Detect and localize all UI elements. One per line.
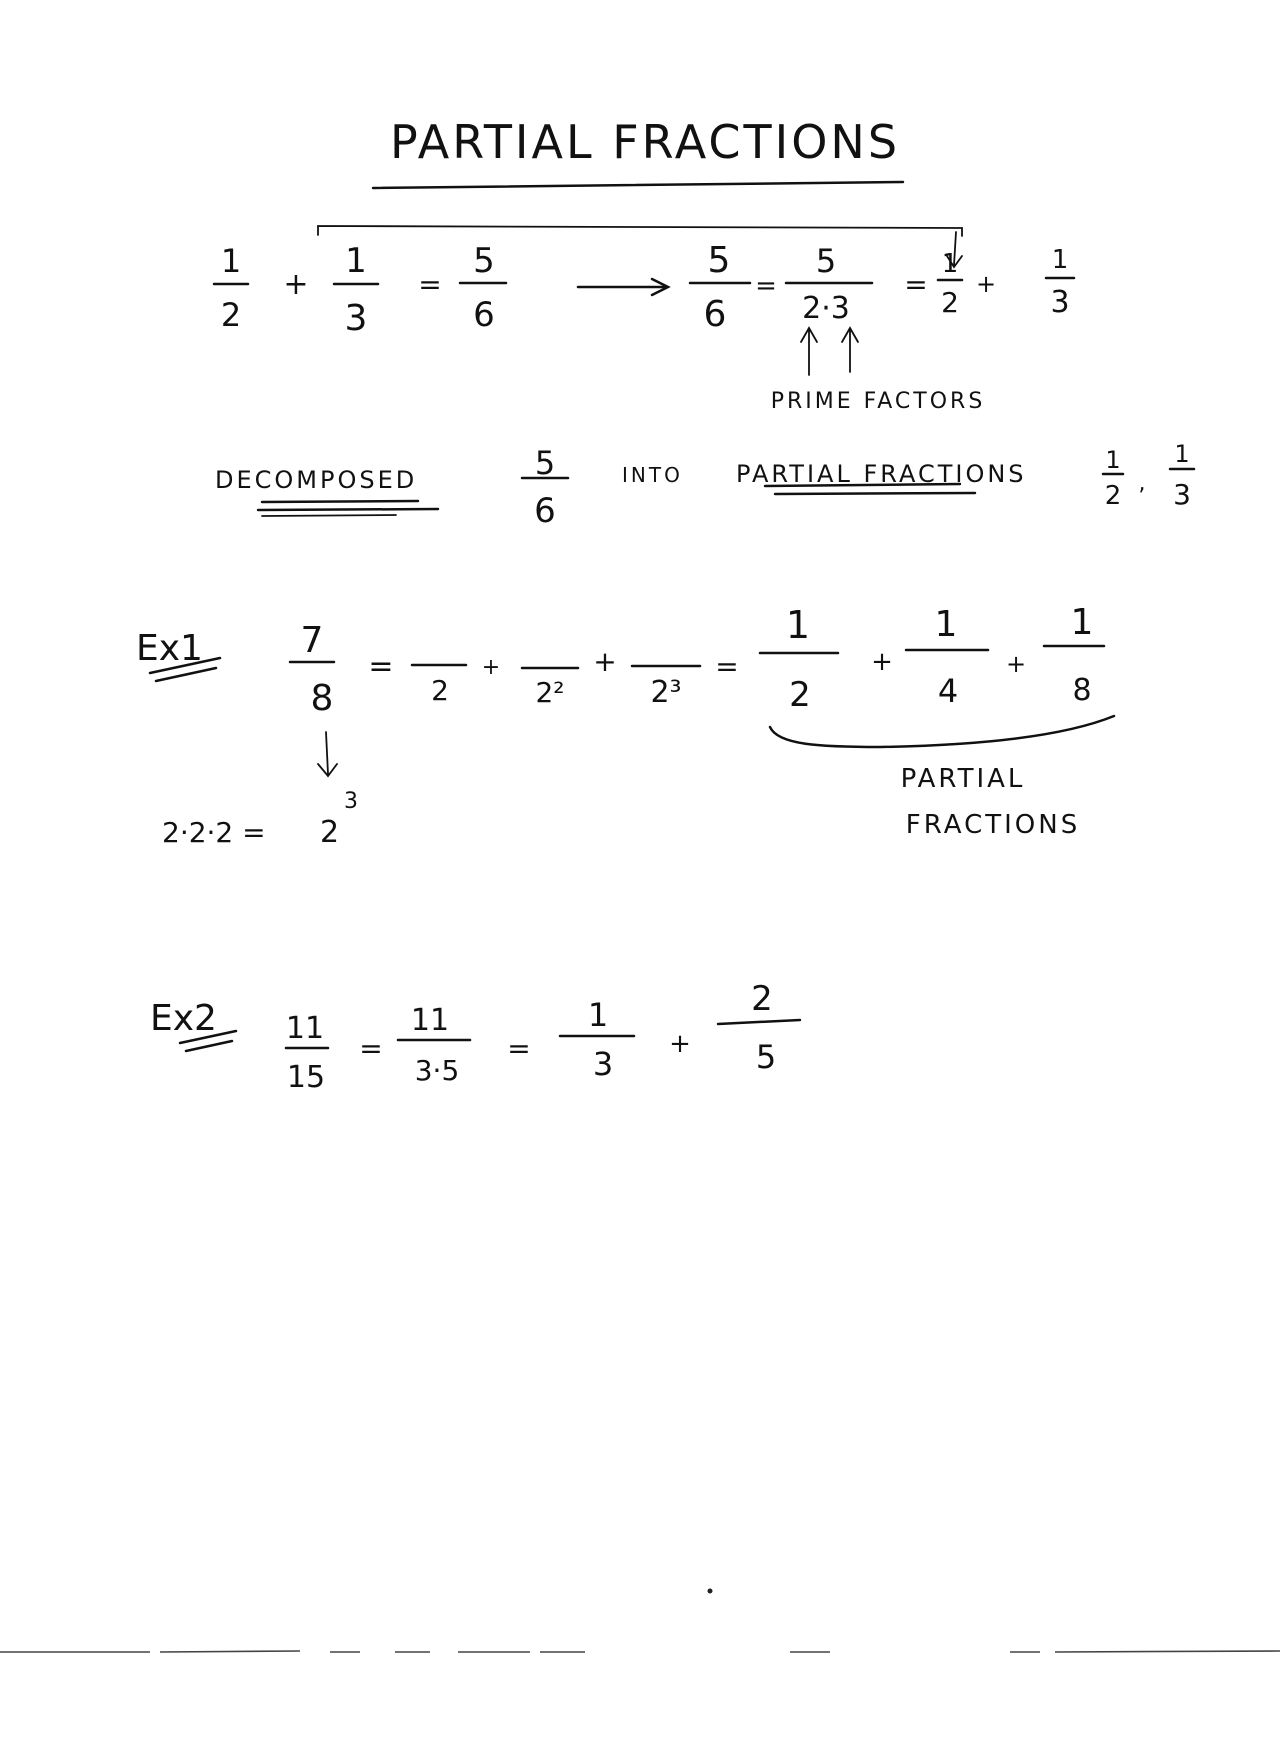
fraction-numerator: 5 — [534, 444, 556, 482]
fraction-denominator: 3·5 — [414, 1054, 460, 1087]
fraction-denominator: 4 — [937, 672, 959, 710]
ex2-fraction-11-15 — [286, 1011, 328, 1095]
fraction-numerator: 5 — [815, 242, 837, 280]
fraction-numerator: 1 — [1174, 440, 1190, 468]
fraction-denominator: 8 — [1072, 673, 1092, 708]
intro-fraction-1-3-b — [1046, 245, 1074, 320]
fraction-denominator: 2 — [1104, 481, 1122, 511]
fraction-numerator: 2 — [751, 979, 773, 1019]
plus-sign: + — [283, 267, 309, 302]
ex1-fraction-1-4 — [906, 604, 988, 710]
underline — [775, 493, 975, 494]
ex1-blank-over-2 — [412, 665, 466, 707]
decomposed-label: DECOMPOSED — [215, 466, 418, 494]
fraction-numerator: 11 — [285, 1011, 325, 1046]
equals-sign: = — [715, 650, 739, 683]
factorization-base: 2·2·2 = — [162, 816, 266, 849]
fraction-numerator: 1 — [941, 249, 959, 279]
brace-label-line1: PARTIAL — [900, 764, 1026, 794]
factorization-exponent: 3 — [344, 789, 358, 814]
fraction-denominator: 2 — [789, 675, 811, 715]
fraction-denominator: 2 — [941, 286, 959, 319]
ex1-fraction-1-2 — [760, 603, 838, 715]
example-1-label: Ex1 — [136, 628, 203, 669]
equals-sign: = — [904, 268, 928, 301]
intro-fraction-5-over-2x3 — [786, 242, 872, 326]
fraction-numerator: 1 — [1105, 446, 1121, 474]
plus-sign: + — [975, 270, 997, 298]
ex1-blank-over-2-cubed — [632, 666, 700, 710]
plus-sign: + — [481, 655, 501, 680]
fraction-numerator: 1 — [1051, 245, 1069, 275]
fraction-denominator: 6 — [473, 295, 495, 335]
equals-sign: = — [507, 1032, 531, 1065]
partial-fractions-label: PARTIAL FRACTIONS — [736, 460, 1027, 488]
plus-sign: + — [871, 647, 893, 677]
fraction-numerator: 1 — [345, 241, 367, 281]
fraction-numerator: 1 — [1070, 602, 1094, 643]
decomposed-fraction-5-6 — [522, 444, 568, 531]
fraction-denominator: 6 — [534, 491, 556, 531]
fraction-denominator: 2² — [535, 676, 565, 709]
ex1-fraction-7-8 — [290, 620, 334, 719]
page-title: PARTIAL FRACTIONS — [389, 115, 901, 169]
equals-sign: = — [359, 1032, 383, 1065]
fraction-denominator: 8 — [310, 678, 334, 719]
fraction-denominator: 2 — [431, 674, 449, 707]
title-underline — [373, 182, 903, 188]
factorization-power: 2 — [320, 815, 340, 850]
brace-label-line2: FRACTIONS — [905, 810, 1081, 840]
plus-sign: + — [1005, 650, 1027, 678]
ex1-fraction-1-8 — [1044, 602, 1104, 708]
right-arrow-icon — [578, 279, 668, 295]
underline — [262, 501, 418, 502]
brace — [770, 716, 1114, 747]
ex1-blank-over-2-squared — [522, 668, 578, 709]
fraction-denominator: 15 — [286, 1060, 326, 1095]
fraction-numerator: 11 — [410, 1003, 450, 1038]
fraction-denominator: 3 — [344, 298, 368, 339]
fraction-numerator: 1 — [587, 996, 609, 1034]
plus-sign: + — [593, 645, 617, 678]
intro-fraction-1-2 — [214, 242, 248, 334]
underline — [262, 515, 396, 516]
ex2-fraction-1-3 — [560, 996, 634, 1083]
intro-fraction-5-6 — [460, 241, 506, 335]
equals-sign: = — [418, 268, 442, 301]
fraction-denominator: 3 — [592, 1045, 614, 1083]
fraction-numerator: 1 — [220, 242, 242, 280]
fraction-numerator: 1 — [785, 603, 811, 647]
prime-factors-note: PRIME FACTORS — [770, 389, 986, 414]
fraction-denominator: 3 — [1173, 478, 1191, 511]
fraction-denominator: 2³ — [650, 675, 682, 710]
fraction-denominator: 2 — [220, 296, 242, 334]
fraction-denominator: 3 — [1050, 285, 1070, 320]
decomposed-fraction-1-2 — [1103, 446, 1123, 511]
fraction-numerator: 5 — [707, 240, 731, 281]
equals-sign: = — [755, 271, 777, 301]
fraction-numerator: 1 — [934, 604, 958, 645]
up-arrow-icon — [801, 328, 817, 375]
down-arrow-icon — [318, 732, 337, 776]
fraction-denominator: 5 — [755, 1038, 777, 1076]
underline — [186, 1041, 232, 1051]
intro-fraction-5-6-b — [690, 240, 750, 335]
up-arrow-icon — [842, 328, 858, 372]
underline — [258, 509, 438, 510]
fraction-numerator: 5 — [473, 241, 495, 281]
fraction-denominator: 6 — [703, 294, 727, 335]
scan-edge-line — [0, 1651, 1280, 1652]
comma: , — [1138, 471, 1146, 496]
ex2-fraction-2-5 — [718, 979, 800, 1076]
ex2-fraction-11-over-3x5 — [398, 1003, 470, 1087]
fraction-numerator: 7 — [300, 620, 324, 661]
intro-fraction-1-3 — [334, 241, 378, 339]
decomposed-fraction-1-3 — [1170, 440, 1194, 511]
into-label: INTO — [622, 463, 683, 487]
equals-sign: = — [368, 649, 394, 684]
scan-speck — [708, 1589, 713, 1594]
example-2-label: Ex2 — [150, 998, 217, 1039]
connector-bracket — [318, 226, 962, 236]
fraction-denominator: 2·3 — [802, 291, 850, 326]
plus-sign: + — [669, 1029, 691, 1059]
